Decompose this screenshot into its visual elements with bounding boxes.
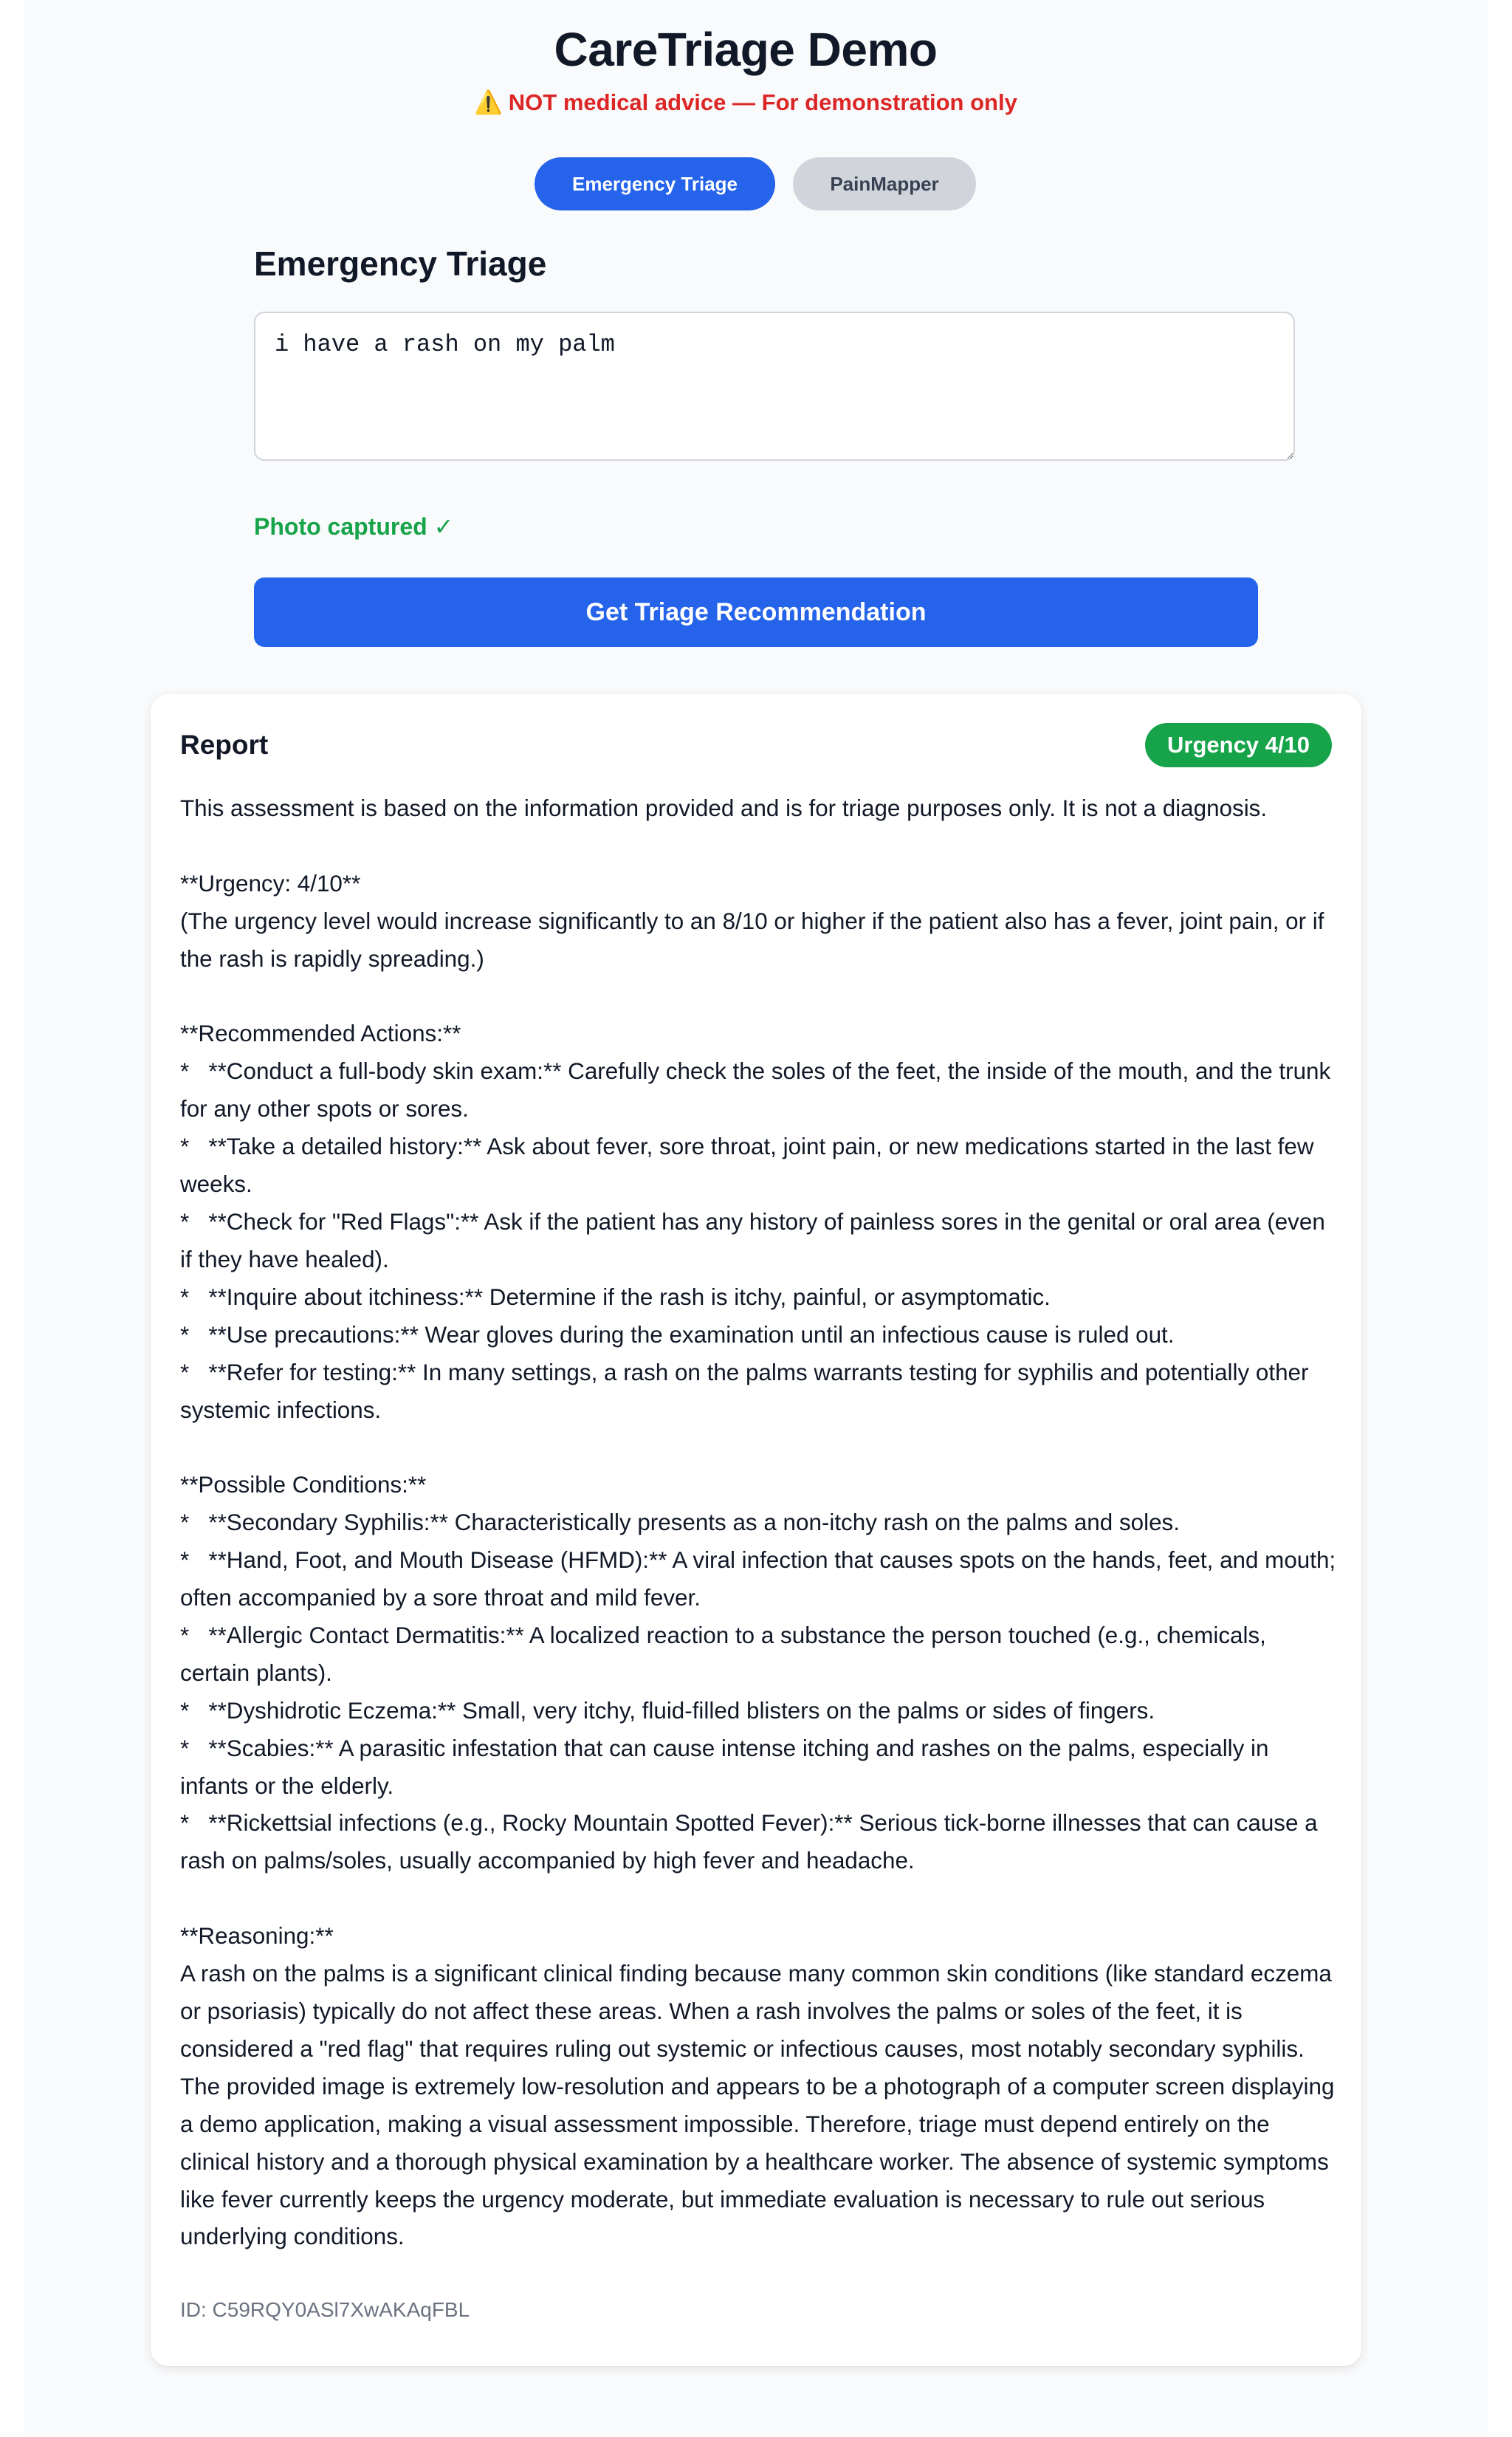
disclaimer-banner	[0, 89, 1491, 116]
report-title: Report	[180, 730, 269, 760]
symptom-input[interactable]	[254, 312, 1295, 461]
section-heading: Emergency Triage	[254, 244, 547, 283]
disclaimer-text: NOT medical advice — For demonstration only	[508, 89, 1017, 115]
report-id: ID: C59RQY0ASl7XwAKAqFBL	[180, 2298, 470, 2321]
report-body: This assessment is based on the information provided and is for triage purposes only. It is not a diagnosis. **Urgency: 4/10** (The urgency level would increase significantly to an 8/10 or higher if the patient also has a fever, joint pain, or if the rash is rapidly spreading.) **Recommended Actions:** * **Conduct a full-body skin exam:** Carefully check the soles of the feet, the inside of the mouth, and the trunk for any other spots or sores. * **Take a detailed history:** Ask about fever, sore throat, joint pain, or new medications started in the last few weeks. * **Check for "Red Flags":** Ask if the patient has any history of painless sores in the genital or oral area (even if they have healed). * **Inquire about itchiness:** Determine if the rash is itchy, painful, or asymptomatic. * **Use precautions:** Wear gloves during the examination until an infectious cause is ruled out. * **Refer for testing:** In many settings, a rash on the palms warrants testing for syphilis and potentially other systemic infections. **Possible Conditions:** * **Secondary Syphilis:** Characteristically presents as a non-itchy rash on the palms and soles. * **Hand, Foot, and Mouth Disease (HFMD):** A viral infection that causes spots on the hands, feet, and mouth; often accompanied by a sore throat and mild fever. * **Allergic Contact Dermatitis:** A localized reaction to a substance the person touched (e.g., chemicals, certain plants). * **Dyshidrotic Eczema:** Small, very itchy, fluid-filled blisters on the palms or sides of fingers. * **Scabies:** A parasitic infestation that can cause intense itching and rashes on the palms, especially in infants or the elderly. * **Rickettsial infections (e.g., Rocky Mountain Spotted Fever):** Serious tick-borne illnesses that can cause a rash on palms/soles, usually accompanied by high fever and headache. **Reasoning:** A rash on the palms is a significant clinical finding because many common skin conditions (like standard eczema or psoriasis) typically do not affect these areas. When a rash involves the palms or soles of the feet, it is considered a "red flag" that requires ruling out systemic or infectious causes, most notably secondary syphilis. The provided image is extremely low-resolution and appears to be a photograph of a computer screen displaying a demo application, making a visual assessment impossible. Therefore, triage must depend entirely on the clinical history and a thorough physical examination by a healthcare worker. The absence of systemic symptoms like fever currently keeps the urgency moderate, but immediate evaluation is necessary to rule out serious underlying conditions.	[180, 795, 1336, 2250]
urgency-badge: Urgency 4/10	[1145, 723, 1332, 767]
tab-emergency-triage[interactable]: Emergency Triage	[535, 157, 775, 210]
report-card	[151, 694, 1361, 2366]
tab-painmapper[interactable]: PainMapper	[793, 157, 976, 210]
warning-icon: ⚠️	[474, 89, 503, 115]
get-triage-recommendation-button[interactable]: Get Triage Recommendation	[254, 577, 1258, 647]
app-title: CareTriage Demo	[554, 23, 938, 76]
photo-status: Photo captured ✓	[254, 513, 454, 540]
